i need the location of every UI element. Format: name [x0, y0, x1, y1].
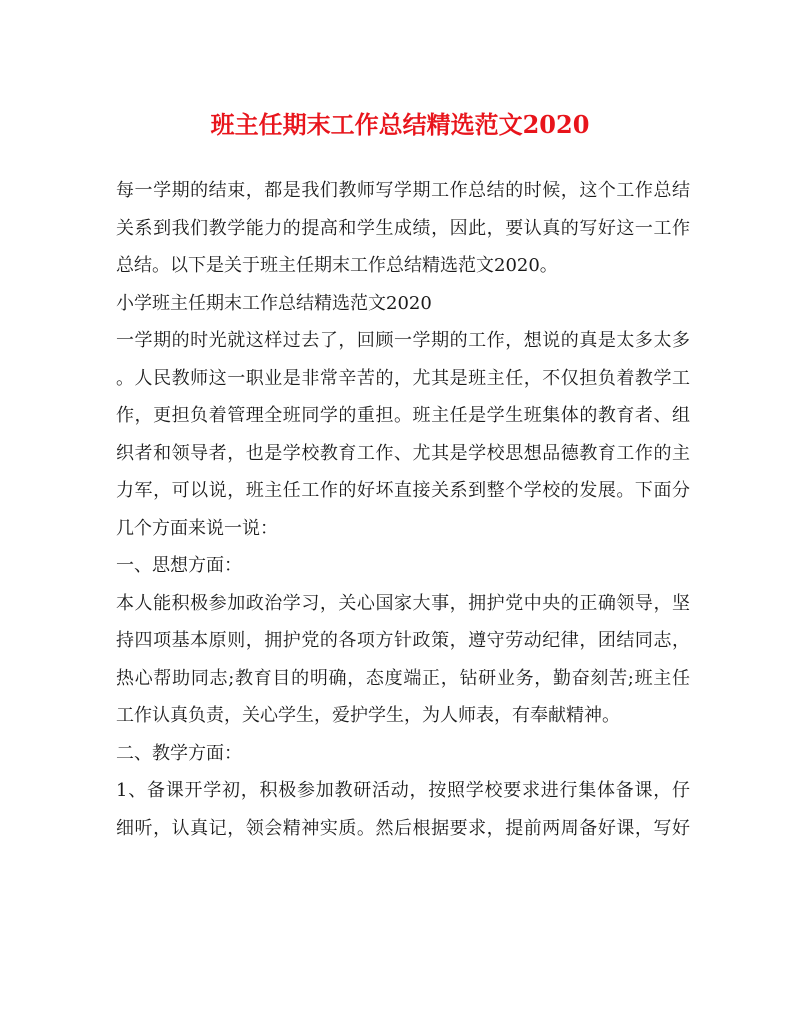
body-line-9: 力军，可以说，班主任工作的好坏直接关系到整个学校的发展。下面分 [116, 480, 690, 501]
body-line-10: 几个方面来说一说： [116, 517, 278, 539]
body-line-15: 工作认真负责，关心学生，爱护学生，为人师表，有奉献精神。 [116, 705, 620, 726]
body-line-7: 作，更担负着管理全班同学的重担。班主任是学生班集体的教育者、组 [116, 405, 690, 426]
body-line-18: 细听，认真记，领会精神实质。然后根据要求，提前两周备好课，写好 [116, 817, 690, 839]
body-line-14: 热心帮助同志;教育目的明确，态度端正，钻研业务，勤奋刻苦;班主任 [116, 667, 690, 689]
body-line-8: 织者和领导者，也是学校教育工作、尤其是学校思想品德教育工作的主 [116, 442, 690, 464]
body-line-1: 每一学期的结束，都是我们教师写学期工作总结的时候，这个工作总结 [116, 180, 690, 201]
body-line-6: 。人民教师这一职业是非常辛苦的，尤其是班主任，不仅担负着教学工 [116, 367, 690, 389]
document-body [116, 172, 690, 847]
body-line-3: 总结。以下是关于班主任期末工作总结精选范文2020。 [116, 255, 558, 276]
document-title: 班主任期末工作总结精选范文2020 [210, 110, 590, 139]
body-line-13: 持四项基本原则，拥护党的各项方针政策，遵守劳动纪律，团结同志， [116, 630, 690, 651]
body-line-5: 一学期的时光就这样过去了，回顾一学期的工作，想说的真是太多太多 [116, 330, 690, 351]
body-line-2: 关系到我们教学能力的提高和学生成绩，因此，要认真的写好这一工作 [116, 217, 690, 239]
body-line-17: 1、备课开学初，积极参加教研活动，按照学校要求进行集体备课，仔 [116, 780, 690, 801]
section-heading-thought: 一、思想方面： [116, 555, 242, 576]
section-heading-teaching: 二、教学方面： [116, 742, 242, 764]
body-line-12: 本人能积极参加政治学习，关心国家大事，拥护党中央的正确领导，坚 [116, 592, 690, 614]
subtitle-line: 小学班主任期末工作总结精选范文2020 [116, 292, 432, 314]
